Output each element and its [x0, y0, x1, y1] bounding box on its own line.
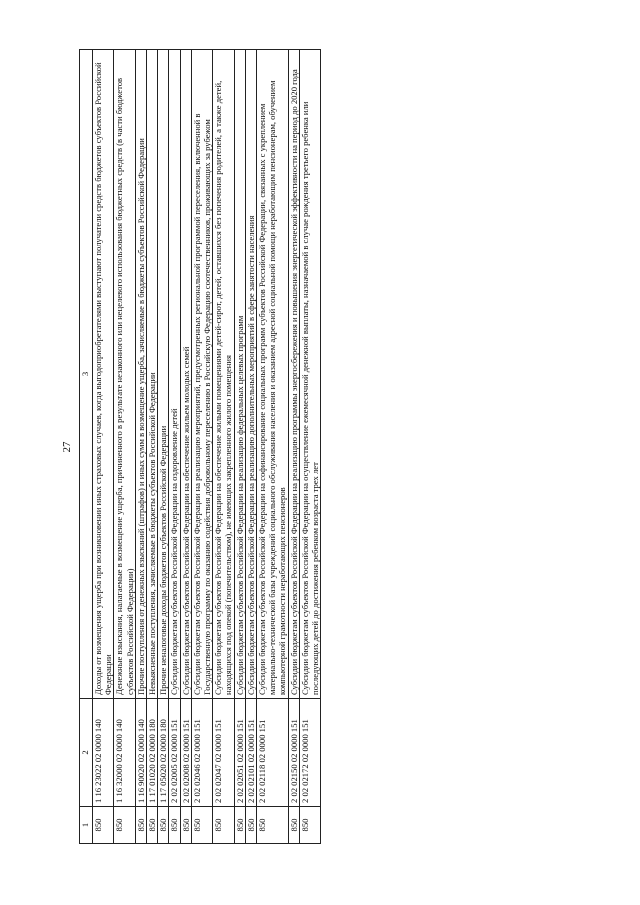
admin-code-cell: 850	[93, 807, 114, 844]
revenue-name-cell: Невыясненные поступления, зачисляемые в бюджеты субъектов Российской Федерации	[147, 50, 158, 699]
revenue-code-cell: 2 02 02005 02 0000 151	[169, 699, 180, 807]
revenue-code-cell: 1 16 32000 02 0000 140	[114, 699, 135, 807]
revenue-name-cell: Доходы от возмещения ущерба при возникновении иных страховых случаев, когда выгодоприобретателями выступают получатели средств бюджетов субъектов Российской Федерации	[93, 50, 114, 699]
table-header	[80, 50, 93, 844]
admin-code-cell: 850	[191, 807, 212, 844]
rotated-document-page	[57, 42, 627, 852]
table-row	[93, 50, 114, 844]
revenue-name-cell: Субсидии бюджетам субъектов Российской Федерации на реализацию мероприятий, предусмотренных региональной программой переселения, включенной в Государственную программу по оказанию содействия добровольному переселению в Российскую Федерацию соотечественников, проживающих за рубежом	[191, 50, 212, 699]
admin-code-cell: 850	[288, 807, 299, 844]
revenue-code-cell: 2 02 02172 02 0000 151	[299, 699, 320, 807]
table-header-row	[80, 50, 93, 844]
revenue-code-cell: 2 02 02118 02 0000 151	[257, 699, 289, 807]
admin-code-cell: 850	[114, 807, 135, 844]
column-header-2: 2	[80, 699, 93, 807]
table-row	[147, 50, 158, 844]
revenue-name-cell: Субсидии бюджетам субъектов Российской Федерации на обеспечение жильем молодых семей	[180, 50, 191, 699]
table-body	[93, 50, 321, 844]
table-row	[299, 50, 320, 844]
admin-code-cell: 850	[158, 807, 169, 844]
table-row	[158, 50, 169, 844]
revenue-code-cell: 1 16 90020 02 0000 140	[135, 699, 146, 807]
admin-code-cell: 850	[299, 807, 320, 844]
revenue-code-cell: 1 16 23022 02 0000 140	[93, 699, 114, 807]
admin-code-cell: 850	[234, 807, 245, 844]
page-number: 27	[61, 441, 73, 453]
revenue-code-cell: 2 02 02150 02 0000 151	[288, 699, 299, 807]
table-row	[213, 50, 234, 844]
revenue-name-cell: Прочие неналоговые доходы бюджетов субъектов Российской Федерации	[158, 50, 169, 699]
admin-code-cell: 850	[257, 807, 289, 844]
revenue-name-cell: Субсидии бюджетам субъектов Российской Федерации на оздоровление детей	[169, 50, 180, 699]
revenue-name-cell: Прочие поступления от денежных взысканий (штрафов) и иных сумм в возмещение ущерба, зачисляемые в бюджеты субъектов Российской Федерации	[135, 50, 146, 699]
column-header-1: 1	[80, 807, 93, 844]
admin-code-cell: 850	[180, 807, 191, 844]
revenue-code-cell: 2 02 02101 02 0000 151	[245, 699, 256, 807]
table-row	[191, 50, 212, 844]
table-row	[234, 50, 245, 844]
table-row	[288, 50, 299, 844]
revenue-code-cell: 1 17 01020 02 0000 180	[147, 699, 158, 807]
admin-code-cell: 850	[169, 807, 180, 844]
column-header-3: 3	[80, 50, 93, 699]
revenue-codes-table	[79, 49, 321, 844]
admin-code-cell: 850	[135, 807, 146, 844]
revenue-name-cell: Субсидии бюджетам субъектов Российской Федерации на реализацию дополнительных мероприятий в сфере занятости населения	[245, 50, 256, 699]
revenue-name-cell: Субсидии бюджетам субъектов Российской Федерации на осуществление ежемесячной денежной выплаты, назначаемой в случае рождения третьего ребенка или последующих детей до достижения ребенком возраста трех лет	[299, 50, 320, 699]
revenue-name-cell: Субсидии бюджетам субъектов Российской Федерации на реализацию федеральных целевых программ	[234, 50, 245, 699]
table-row	[257, 50, 289, 844]
admin-code-cell: 850	[213, 807, 234, 844]
revenue-code-cell: 2 02 02046 02 0000 151	[191, 699, 212, 807]
revenue-code-cell: 2 02 02051 02 0000 151	[234, 699, 245, 807]
admin-code-cell: 850	[147, 807, 158, 844]
table-row	[169, 50, 180, 844]
revenue-name-cell: Субсидии бюджетам субъектов Российской Федерации на софинансирование социальных программ субъектов Российской Федерации, связанных с укреплением материально-технической базы учреждений социального обслуживания населения и оказанием адресной социальной помощи неработающим пенсионерам, обучением компьютерной грамотности неработающих пенсионеров	[257, 50, 289, 699]
table-row	[135, 50, 146, 844]
table-row	[245, 50, 256, 844]
revenue-name-cell: Денежные взыскания, налагаемые в возмещение ущерба, причиненного в результате незаконного или нецелевого использования бюджетных средств (в части бюджетов субъектов Российской Федерации)	[114, 50, 135, 699]
revenue-code-cell: 2 02 02008 02 0000 151	[180, 699, 191, 807]
revenue-code-cell: 1 17 05020 02 0000 180	[158, 699, 169, 807]
revenue-name-cell: Субсидии бюджетам субъектов Российской Федерации на обеспечение жилыми помещениями детей-сирот, детей, оставшихся без попечения родителей, а также детей, находящихся под опекой (попечительством), не имеющих закрепленного жилого помещения	[213, 50, 234, 699]
revenue-name-cell: Субсидии бюджетам субъектов Российской Федерации на реализацию программы энергосбережения и повышения энергетической эффективности на период до 2020 года	[288, 50, 299, 699]
admin-code-cell: 850	[245, 807, 256, 844]
table-row	[114, 50, 135, 844]
table-row	[180, 50, 191, 844]
revenue-code-cell: 2 02 02047 02 0000 151	[213, 699, 234, 807]
